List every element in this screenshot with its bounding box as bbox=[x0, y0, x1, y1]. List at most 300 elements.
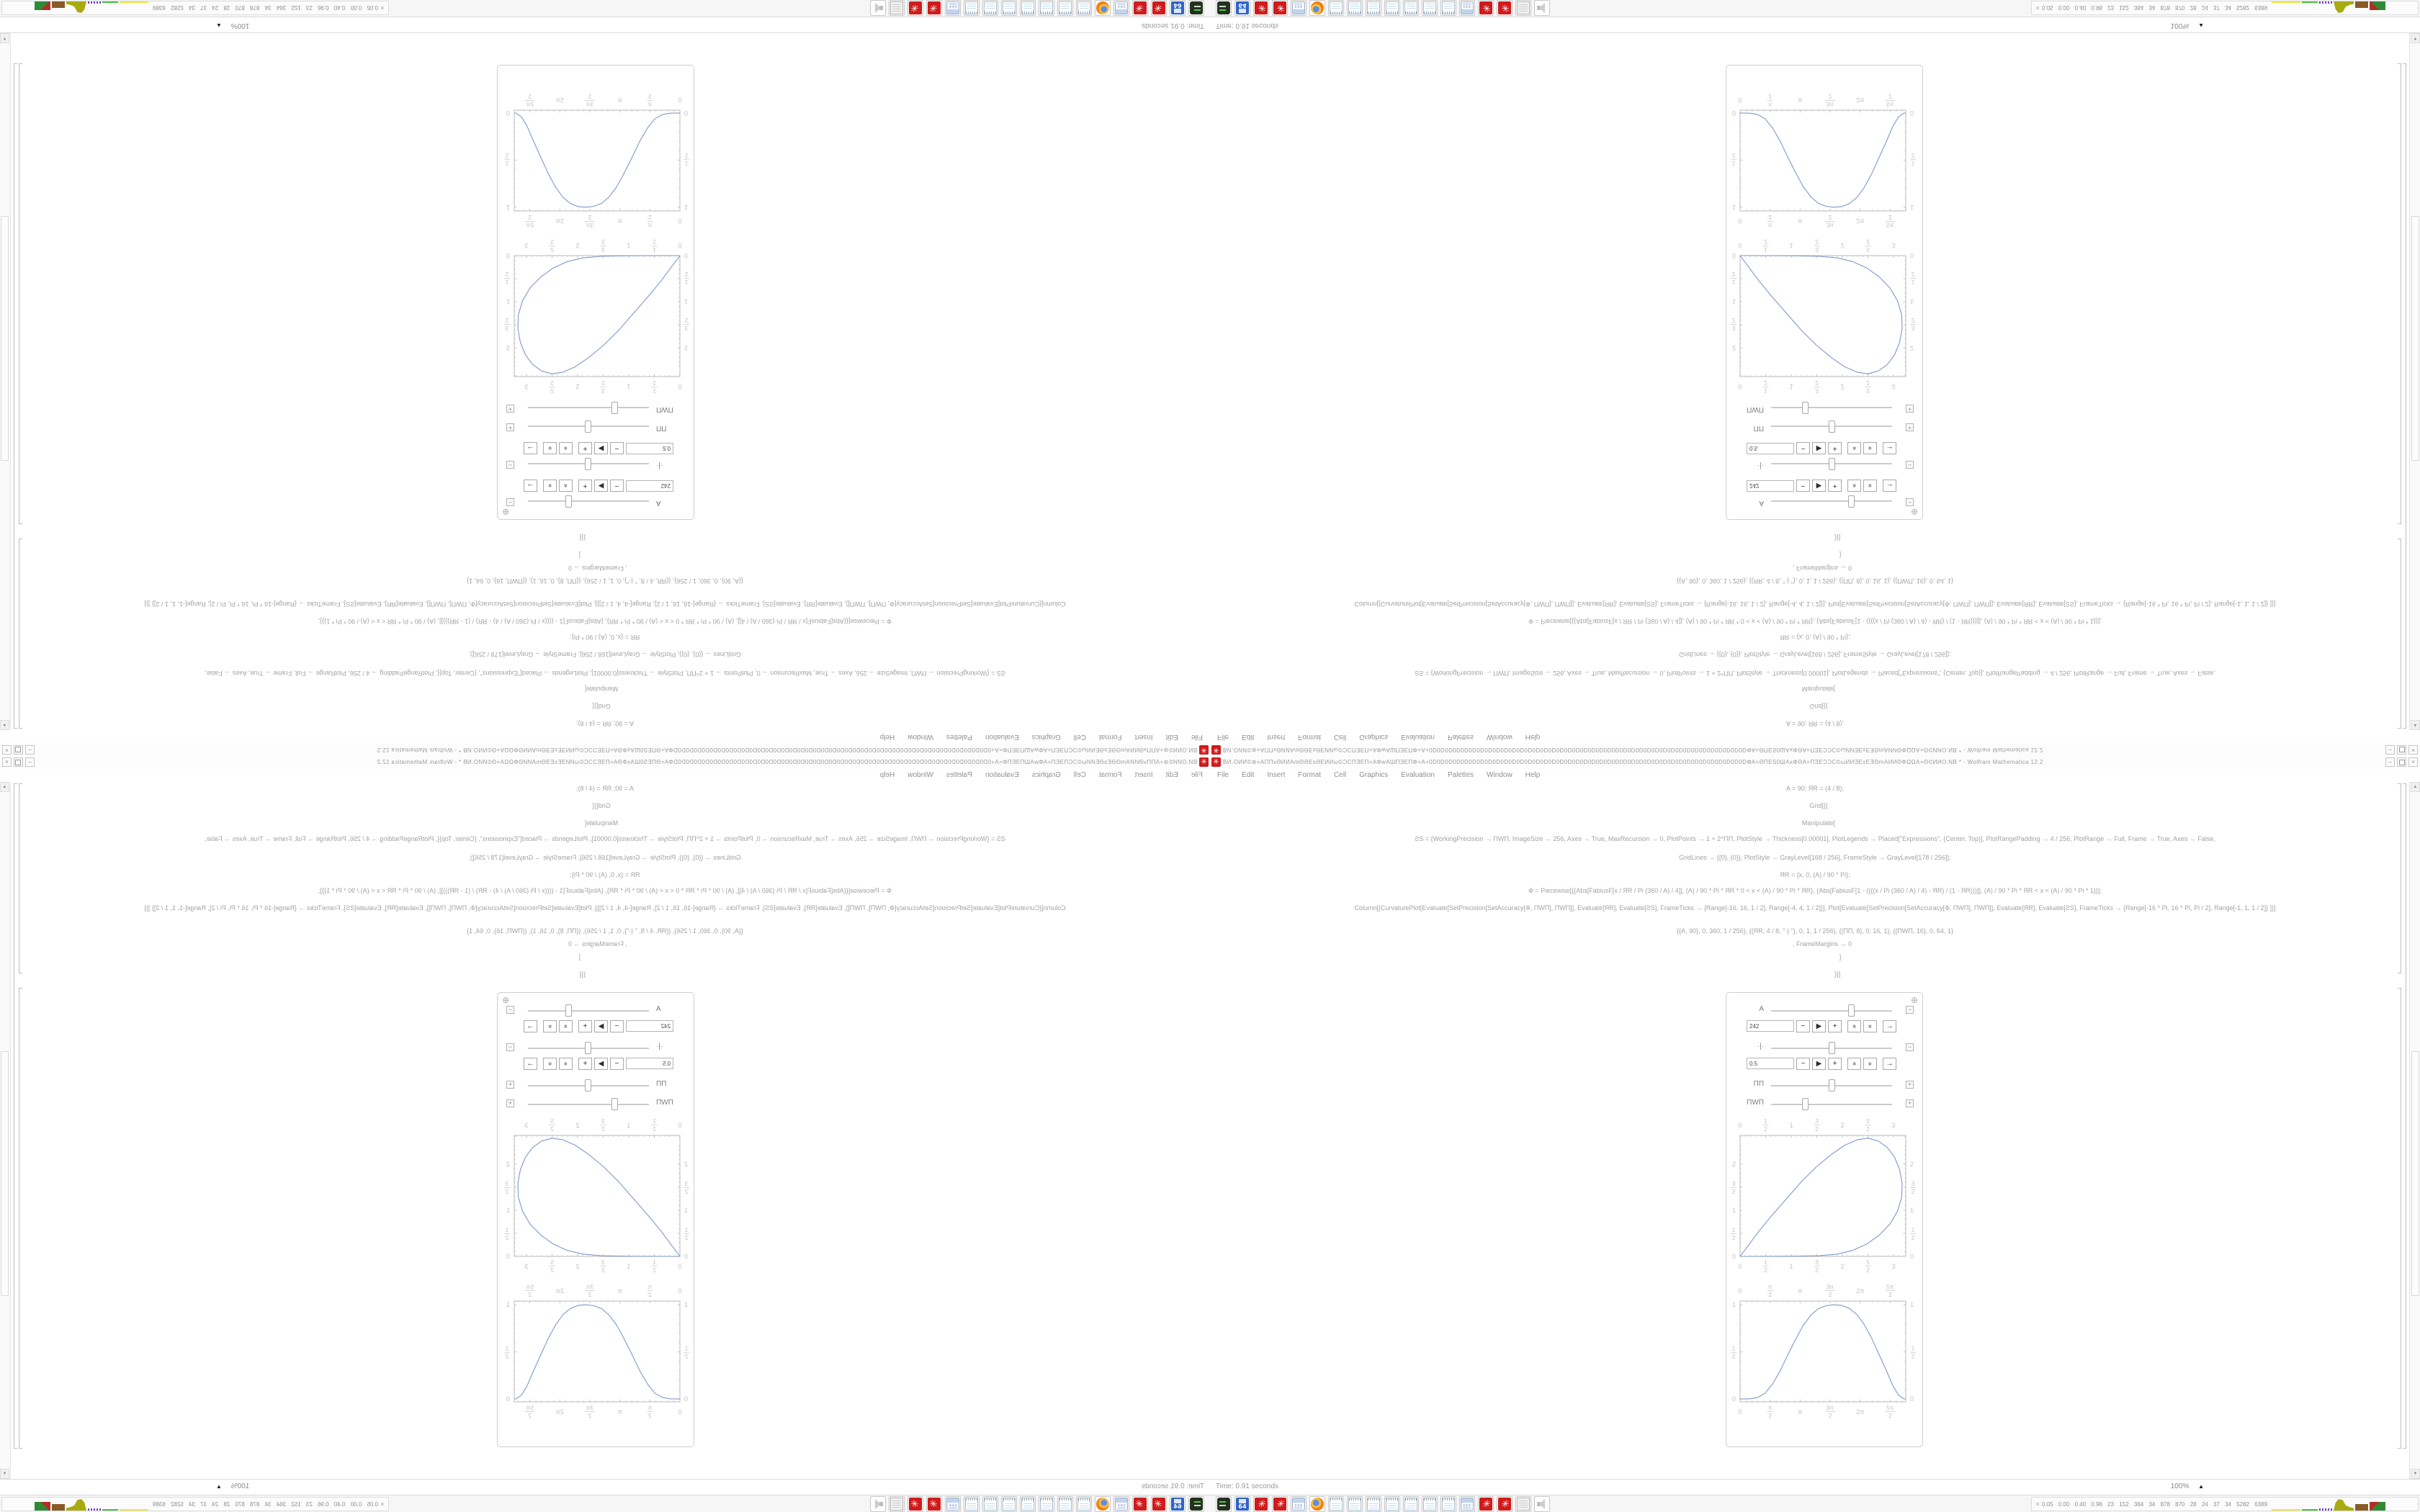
menu-cell[interactable]: Cell bbox=[1073, 771, 1086, 779]
menu-edit[interactable]: Edit bbox=[1242, 771, 1255, 779]
slider[interactable] bbox=[1771, 1048, 1892, 1049]
direction-button[interactable]: → bbox=[1883, 1058, 1896, 1070]
increment-button[interactable]: + bbox=[1828, 1020, 1842, 1032]
direction-button[interactable]: → bbox=[524, 1058, 537, 1070]
slider[interactable] bbox=[528, 500, 649, 502]
cell-bracket-input[interactable] bbox=[19, 539, 22, 729]
control-toggle[interactable]: + bbox=[1906, 1099, 1914, 1107]
mathematica-red-taskbar-button[interactable] bbox=[1272, 1496, 1288, 1512]
svg-text:1: 1 bbox=[506, 1301, 510, 1309]
menu-graphics[interactable]: Graphics bbox=[1359, 771, 1389, 779]
menu-help[interactable]: Help bbox=[879, 733, 895, 741]
notepad-icon bbox=[1077, 1, 1090, 14]
notepad-taskbar-button[interactable] bbox=[1328, 1496, 1344, 1512]
menu-palettes[interactable]: Palettes bbox=[946, 771, 972, 779]
slider[interactable] bbox=[1771, 426, 1892, 427]
play-button[interactable]: ▶ bbox=[594, 442, 608, 454]
menu-graphics[interactable]: Graphics bbox=[1359, 733, 1389, 741]
cell-bracket-output[interactable] bbox=[2398, 63, 2401, 524]
slider[interactable] bbox=[1771, 1104, 1892, 1105]
menu-edit[interactable]: Edit bbox=[1165, 771, 1178, 779]
notepad-taskbar-button[interactable] bbox=[1001, 1496, 1017, 1512]
notepad-taskbar-button[interactable] bbox=[1057, 0, 1073, 16]
vertical-scrollbar[interactable] bbox=[2409, 782, 2420, 1479]
slider[interactable] bbox=[528, 1048, 649, 1049]
mathematica-red-taskbar-button[interactable] bbox=[1132, 0, 1148, 16]
restore-button[interactable] bbox=[2397, 757, 2406, 767]
decrement-button[interactable]: − bbox=[610, 480, 624, 492]
manipulate-options-icon[interactable]: ⊕ bbox=[502, 995, 510, 1005]
scrollbar-thumb[interactable] bbox=[1, 216, 9, 461]
direction-button[interactable]: → bbox=[524, 1020, 537, 1032]
scrollbar-thumb[interactable] bbox=[1, 1051, 9, 1296]
restore-button[interactable] bbox=[14, 745, 23, 755]
svg-text:π: π bbox=[1767, 1404, 1773, 1411]
direction-button[interactable]: → bbox=[1883, 480, 1896, 492]
slider[interactable] bbox=[528, 463, 649, 464]
floppy-64-taskbar-button[interactable] bbox=[1170, 0, 1186, 16]
slider-thumb[interactable] bbox=[565, 495, 572, 508]
decrement-button[interactable]: − bbox=[1796, 480, 1810, 492]
decrement-button[interactable]: − bbox=[1796, 442, 1810, 454]
menu-window[interactable]: Window bbox=[1487, 771, 1512, 779]
menu-insert[interactable]: Insert bbox=[1267, 733, 1286, 741]
menu-evaluation[interactable]: Evaluation bbox=[1401, 733, 1435, 741]
notepad-taskbar-button[interactable] bbox=[1039, 0, 1054, 16]
control-toggle[interactable]: − bbox=[1906, 498, 1914, 506]
magnification-control[interactable] bbox=[216, 1482, 249, 1490]
notepad-taskbar-button[interactable] bbox=[1076, 1496, 1092, 1512]
mathematica-red-taskbar-button[interactable] bbox=[1272, 0, 1288, 16]
speed-down-button[interactable] bbox=[543, 480, 557, 492]
notepad-taskbar-button[interactable] bbox=[1422, 1496, 1438, 1512]
slider[interactable] bbox=[528, 1010, 649, 1012]
calculator-icon bbox=[1115, 1, 1128, 14]
notepad-taskbar-button[interactable] bbox=[1076, 0, 1092, 16]
menu-palettes[interactable]: Palettes bbox=[1448, 733, 1474, 741]
value-input[interactable]: 242 bbox=[1747, 480, 1794, 492]
svg-text:5: 5 bbox=[1866, 1259, 1870, 1266]
value-input[interactable]: 242 bbox=[1747, 1020, 1794, 1032]
notepad-icon bbox=[1059, 1, 1072, 14]
slider[interactable] bbox=[1771, 407, 1892, 408]
manipulate-options-icon[interactable]: ⊕ bbox=[502, 507, 510, 517]
terminal-taskbar-button[interactable] bbox=[1216, 1496, 1232, 1512]
menu-edit[interactable]: Edit bbox=[1165, 733, 1178, 741]
slider-thumb[interactable] bbox=[1848, 495, 1855, 508]
slider[interactable] bbox=[528, 1104, 649, 1105]
scroll-down-button[interactable]: ▼ bbox=[2411, 1469, 2420, 1479]
menu-cell[interactable]: Cell bbox=[1073, 733, 1086, 741]
minimize-button[interactable]: – bbox=[25, 745, 35, 755]
mathematica-red-taskbar-button[interactable] bbox=[908, 0, 923, 16]
menu-file[interactable]: File bbox=[1191, 771, 1203, 779]
mathematica-red-taskbar-button[interactable] bbox=[1497, 1496, 1512, 1512]
scroll-up-button[interactable]: ▲ bbox=[0, 782, 9, 792]
play-button[interactable]: ▶ bbox=[1812, 442, 1826, 454]
increment-button[interactable]: + bbox=[578, 1020, 592, 1032]
notepad-taskbar-button[interactable] bbox=[1422, 0, 1438, 16]
magnification-control[interactable] bbox=[216, 22, 249, 30]
taskbar-app-buttons bbox=[1216, 1496, 1553, 1512]
notepad-taskbar-button[interactable] bbox=[982, 0, 998, 16]
scroll-up-button[interactable]: ▲ bbox=[2411, 720, 2420, 730]
increment-button[interactable]: + bbox=[578, 1058, 592, 1070]
script-taskbar-button[interactable] bbox=[889, 1496, 905, 1512]
slider-thumb[interactable] bbox=[1829, 1042, 1835, 1054]
code-line: ЯR = {x, 0, (A) / 90 * Pi}; bbox=[570, 634, 640, 641]
cell-bracket-output[interactable] bbox=[2398, 988, 2401, 1449]
scroll-up-button[interactable]: ▲ bbox=[0, 720, 9, 730]
direction-button[interactable]: → bbox=[524, 480, 537, 492]
mathematica-red-icon bbox=[928, 1, 941, 14]
menu-insert[interactable]: Insert bbox=[1134, 771, 1153, 779]
play-button[interactable]: ▶ bbox=[1812, 1020, 1826, 1032]
menu-help[interactable]: Help bbox=[1525, 733, 1541, 741]
slider-thumb[interactable] bbox=[1848, 1004, 1855, 1017]
slider-thumb[interactable] bbox=[565, 1004, 572, 1017]
menu-file[interactable]: File bbox=[1217, 733, 1229, 741]
tray-collapse-icon[interactable]: » bbox=[379, 6, 387, 10]
terminal-taskbar-button[interactable] bbox=[1188, 1496, 1204, 1512]
speed-up-button[interactable] bbox=[559, 442, 573, 454]
value-input[interactable]: 242 bbox=[626, 1020, 673, 1032]
tray-collapse-icon[interactable]: » bbox=[2033, 1502, 2041, 1506]
notepad-taskbar-button[interactable] bbox=[1366, 1496, 1381, 1512]
cell-bracket-output[interactable] bbox=[19, 988, 22, 1449]
menu-help[interactable]: Help bbox=[1525, 771, 1541, 779]
floppy-64-taskbar-button[interactable] bbox=[1170, 1496, 1186, 1512]
calculator-taskbar-button[interactable] bbox=[1459, 0, 1475, 16]
mathematica-red-taskbar-button[interactable] bbox=[1151, 0, 1167, 16]
calculator-taskbar-button[interactable] bbox=[945, 1496, 961, 1512]
muted-speaker-taskbar-button[interactable] bbox=[1534, 0, 1550, 16]
direction-button[interactable]: → bbox=[524, 442, 537, 454]
menu-evaluation[interactable]: Evaluation bbox=[985, 733, 1019, 741]
slider-thumb[interactable] bbox=[1802, 1098, 1809, 1110]
slider[interactable] bbox=[1771, 500, 1892, 502]
notepad-taskbar-button[interactable] bbox=[1001, 0, 1017, 16]
manipulate-options-icon[interactable]: ⊕ bbox=[1910, 507, 1918, 517]
tray-collapse-icon[interactable]: » bbox=[379, 1502, 387, 1506]
slider-thumb[interactable] bbox=[586, 420, 592, 433]
speed-down-button[interactable] bbox=[1863, 480, 1877, 492]
minimize-button[interactable]: – bbox=[2385, 745, 2395, 755]
control-toggle[interactable]: + bbox=[506, 405, 514, 413]
menu-graphics[interactable]: Graphics bbox=[1031, 733, 1061, 741]
mathematica-red-taskbar-button[interactable] bbox=[926, 0, 942, 16]
menu-evaluation[interactable]: Evaluation bbox=[985, 771, 1019, 779]
calculator-taskbar-button[interactable] bbox=[1459, 1496, 1475, 1512]
play-button[interactable]: ▶ bbox=[1812, 1058, 1826, 1070]
minimize-button[interactable]: – bbox=[25, 757, 35, 767]
menu-graphics[interactable]: Graphics bbox=[1031, 771, 1061, 779]
speed-up-button[interactable] bbox=[1847, 480, 1861, 492]
notepad-taskbar-button[interactable] bbox=[964, 1496, 980, 1512]
control-toggle[interactable]: − bbox=[1906, 1043, 1914, 1051]
value-input[interactable]: 242 bbox=[626, 480, 673, 492]
notepad-taskbar-button[interactable] bbox=[1440, 1496, 1456, 1512]
cell-bracket-group[interactable] bbox=[2403, 63, 2406, 729]
notepad-taskbar-button[interactable] bbox=[1020, 1496, 1036, 1512]
calculator-icon bbox=[1461, 1498, 1474, 1511]
notepad-taskbar-button[interactable] bbox=[1403, 1496, 1419, 1512]
speed-down-button[interactable] bbox=[543, 442, 557, 454]
value-input[interactable]: 0.5 bbox=[626, 443, 673, 454]
menu-help[interactable]: Help bbox=[879, 771, 895, 779]
magnification-control[interactable] bbox=[2171, 22, 2204, 30]
notepad-icon bbox=[1077, 1498, 1090, 1511]
disk-graph bbox=[2355, 1, 2368, 8]
calculator-taskbar-button[interactable] bbox=[945, 0, 961, 16]
control-toggle[interactable]: + bbox=[1906, 405, 1914, 413]
mathematica-red-taskbar-button[interactable] bbox=[908, 1496, 923, 1512]
decrement-button[interactable]: − bbox=[610, 442, 624, 454]
close-button[interactable]: × bbox=[2408, 745, 2418, 755]
notepad-taskbar-button[interactable] bbox=[1440, 0, 1456, 16]
control-row bbox=[1735, 495, 1914, 508]
firefox-taskbar-button[interactable] bbox=[1095, 1496, 1111, 1512]
code-line: }}] bbox=[1834, 971, 1841, 978]
slider[interactable] bbox=[1771, 1010, 1892, 1012]
svg-text:2: 2 bbox=[1828, 93, 1832, 100]
svg-text:2π: 2π bbox=[555, 217, 564, 225]
mathematica-red-taskbar-button[interactable] bbox=[926, 1496, 942, 1512]
vertical-scrollbar[interactable] bbox=[0, 782, 11, 1479]
control-toggle[interactable]: + bbox=[1906, 423, 1914, 431]
mathematica-red-icon bbox=[928, 1498, 941, 1511]
slider-thumb[interactable] bbox=[1829, 458, 1835, 470]
mathematica-red-taskbar-button[interactable] bbox=[1478, 0, 1494, 16]
control-toggle[interactable]: + bbox=[506, 1099, 514, 1107]
mathematica-red-taskbar-button[interactable] bbox=[1253, 1496, 1269, 1512]
calculator-taskbar-button[interactable] bbox=[1291, 1496, 1307, 1512]
notepad-taskbar-button[interactable] bbox=[1020, 0, 1036, 16]
cell-bracket-group[interactable] bbox=[2403, 783, 2406, 1449]
notepad-taskbar-button[interactable] bbox=[1039, 1496, 1054, 1512]
terminal-taskbar-button[interactable] bbox=[1188, 0, 1204, 16]
scrollbar-thumb[interactable] bbox=[2411, 216, 2419, 461]
control-toggle[interactable]: − bbox=[506, 461, 514, 469]
cell-bracket-input[interactable] bbox=[19, 783, 22, 973]
calculator-taskbar-button[interactable] bbox=[1113, 1496, 1129, 1512]
menu-cell[interactable]: Cell bbox=[1334, 771, 1347, 779]
speed-up-button[interactable] bbox=[559, 480, 573, 492]
increment-button[interactable]: + bbox=[1828, 480, 1842, 492]
value-input[interactable]: 0.5 bbox=[1747, 1058, 1794, 1069]
minimize-button[interactable]: – bbox=[2385, 757, 2395, 767]
decrement-button[interactable]: − bbox=[610, 1020, 624, 1032]
control-row bbox=[1735, 1098, 1914, 1111]
direction-button[interactable]: → bbox=[1883, 1020, 1896, 1032]
menu-format[interactable]: Format bbox=[1298, 771, 1322, 779]
speed-down-button[interactable] bbox=[543, 1058, 557, 1070]
firefox-taskbar-button[interactable] bbox=[1309, 0, 1325, 16]
slider-thumb[interactable] bbox=[586, 1079, 592, 1092]
menu-file[interactable]: File bbox=[1217, 771, 1229, 779]
menu-edit[interactable]: Edit bbox=[1242, 733, 1255, 741]
direction-button[interactable]: → bbox=[1883, 442, 1896, 454]
control-toggle[interactable]: + bbox=[1906, 1081, 1914, 1089]
cell-bracket-group[interactable] bbox=[14, 63, 17, 729]
mathematica-red-taskbar-button[interactable] bbox=[1497, 0, 1512, 16]
code-line: Ф = Piecewise[{{Abs[FabiusF[x / ЯR / Pi (360 / A) / 4]], (A) / 90 * Pi * ЯR * 0 < x < (A) / 90 * Pi * ЯR}, {Abs[FabiusF[1 - ((((x / Pi (360 / A) / 4) - ЯR) / (1 - ЯR)))]], (A) / 90 * Pi * ЯR < x < (A) / 90 * Pi * 1}}]; bbox=[1528, 618, 2102, 625]
menu-format[interactable]: Format bbox=[1098, 771, 1122, 779]
cell-bracket-output[interactable] bbox=[19, 63, 22, 524]
increment-button[interactable]: + bbox=[1828, 1058, 1842, 1070]
control-toggle[interactable]: + bbox=[506, 423, 514, 431]
calculator-taskbar-button[interactable] bbox=[1291, 0, 1307, 16]
menu-insert[interactable]: Insert bbox=[1267, 771, 1286, 779]
slider[interactable] bbox=[528, 426, 649, 427]
vertical-scrollbar[interactable] bbox=[2409, 33, 2420, 730]
speed-up-button[interactable] bbox=[559, 1020, 573, 1032]
value-input[interactable]: 0.5 bbox=[1747, 443, 1794, 454]
control-row bbox=[506, 495, 685, 508]
slider-thumb[interactable] bbox=[1829, 1079, 1835, 1092]
slider-thumb[interactable] bbox=[586, 1042, 592, 1054]
calculator-taskbar-button[interactable] bbox=[1113, 0, 1129, 16]
menu-file[interactable]: File bbox=[1191, 733, 1203, 741]
menu-palettes[interactable]: Palettes bbox=[1448, 771, 1474, 779]
script-taskbar-button[interactable] bbox=[889, 0, 905, 16]
speed-down-button[interactable] bbox=[543, 1020, 557, 1032]
menu-window[interactable]: Window bbox=[908, 771, 933, 779]
decrement-button[interactable]: − bbox=[1796, 1058, 1810, 1070]
code-line: , FrameMargins → 0 bbox=[1792, 564, 1852, 572]
control-toggle[interactable]: − bbox=[506, 1043, 514, 1051]
control-toggle[interactable]: + bbox=[506, 1081, 514, 1089]
mathematica-red-taskbar-button[interactable] bbox=[1132, 1496, 1148, 1512]
muted-speaker-taskbar-button[interactable] bbox=[870, 1496, 886, 1512]
svg-text:2π: 2π bbox=[555, 1287, 564, 1295]
play-button[interactable]: ▶ bbox=[594, 480, 608, 492]
vertical-scrollbar[interactable] bbox=[0, 33, 11, 730]
scrollbar-thumb[interactable] bbox=[2411, 1051, 2419, 1296]
notepad-taskbar-button[interactable] bbox=[964, 0, 980, 16]
scroll-down-button[interactable]: ▼ bbox=[0, 33, 9, 43]
control-toggle[interactable]: − bbox=[1906, 1006, 1914, 1014]
decrement-button[interactable]: − bbox=[1796, 1020, 1810, 1032]
mathematica-red-taskbar-button[interactable] bbox=[1253, 0, 1269, 16]
menu-format[interactable]: Format bbox=[1098, 733, 1122, 741]
notepad-taskbar-button[interactable] bbox=[1384, 0, 1400, 16]
window-titlebar[interactable] bbox=[0, 756, 1210, 768]
play-button[interactable]: ▶ bbox=[594, 1058, 608, 1070]
notepad-taskbar-button[interactable] bbox=[1057, 1496, 1073, 1512]
script-taskbar-button[interactable] bbox=[1515, 0, 1531, 16]
play-button[interactable]: ▶ bbox=[594, 1020, 608, 1032]
mathematica-red-taskbar-button[interactable] bbox=[1151, 1496, 1167, 1512]
restore-button[interactable] bbox=[2397, 745, 2406, 755]
menu-format[interactable]: Format bbox=[1298, 733, 1322, 741]
slider-thumb[interactable] bbox=[611, 1098, 618, 1110]
restore-button[interactable] bbox=[14, 757, 23, 767]
slider-thumb[interactable] bbox=[1829, 420, 1835, 433]
menu-evaluation[interactable]: Evaluation bbox=[1401, 771, 1435, 779]
notepad-icon bbox=[1348, 1498, 1361, 1511]
slider[interactable] bbox=[1771, 1085, 1892, 1086]
speed-down-button[interactable] bbox=[1863, 442, 1877, 454]
control-toggle[interactable]: − bbox=[506, 498, 514, 506]
window-titlebar[interactable] bbox=[0, 744, 1210, 756]
window-titlebar[interactable] bbox=[1210, 756, 2420, 768]
cell-bracket-group[interactable] bbox=[14, 783, 17, 1449]
notepad-taskbar-button[interactable] bbox=[1328, 0, 1344, 16]
system-tray bbox=[1, 1, 389, 15]
scroll-down-button[interactable]: ▼ bbox=[2411, 33, 2420, 43]
muted-speaker-taskbar-button[interactable] bbox=[1534, 1496, 1550, 1512]
firefox-taskbar-button[interactable] bbox=[1095, 0, 1111, 16]
close-button[interactable]: × bbox=[2408, 757, 2418, 767]
increment-button[interactable]: + bbox=[578, 480, 592, 492]
control-toggle[interactable]: − bbox=[506, 1006, 514, 1014]
svg-text:1: 1 bbox=[1731, 279, 1736, 287]
script-taskbar-button[interactable] bbox=[1515, 1496, 1531, 1512]
floppy-64-taskbar-button[interactable] bbox=[1234, 0, 1250, 16]
play-button[interactable]: ▶ bbox=[1812, 480, 1826, 492]
menu-window[interactable]: Window bbox=[1487, 733, 1512, 741]
notepad-taskbar-button[interactable] bbox=[982, 1496, 998, 1512]
window-titlebar[interactable] bbox=[1210, 744, 2420, 756]
notepad-taskbar-button[interactable] bbox=[1366, 0, 1381, 16]
speed-down-button[interactable] bbox=[1863, 1058, 1877, 1070]
slider-thumb[interactable] bbox=[611, 402, 618, 414]
firefox-icon bbox=[1311, 1498, 1324, 1511]
menu-palettes[interactable]: Palettes bbox=[946, 733, 972, 741]
speed-up-button[interactable] bbox=[1847, 1020, 1861, 1032]
increment-button[interactable]: + bbox=[1828, 442, 1842, 454]
scroll-down-button[interactable]: ▼ bbox=[0, 1469, 9, 1479]
menu-cell[interactable]: Cell bbox=[1334, 733, 1347, 741]
notepad-taskbar-button[interactable] bbox=[1347, 0, 1363, 16]
muted-speaker-icon bbox=[871, 1, 884, 14]
decrement-button[interactable]: − bbox=[610, 1058, 624, 1070]
floppy-64-taskbar-button[interactable] bbox=[1234, 1496, 1250, 1512]
speed-up-button[interactable] bbox=[1847, 1058, 1861, 1070]
increment-button[interactable]: + bbox=[578, 442, 592, 454]
slider[interactable] bbox=[528, 1085, 649, 1086]
tray-collapse-icon[interactable]: » bbox=[2033, 6, 2041, 10]
close-button[interactable]: × bbox=[2, 745, 12, 755]
manipulate-options-icon[interactable]: ⊕ bbox=[1910, 995, 1918, 1005]
scroll-up-button[interactable]: ▲ bbox=[2411, 782, 2420, 792]
cell-bracket-input[interactable] bbox=[2398, 783, 2401, 973]
slider[interactable] bbox=[1771, 463, 1892, 464]
cell-bracket-input[interactable] bbox=[2398, 539, 2401, 729]
slider[interactable] bbox=[528, 407, 649, 408]
muted-speaker-taskbar-button[interactable] bbox=[870, 0, 886, 16]
close-button[interactable]: × bbox=[2, 757, 12, 767]
svg-text:2: 2 bbox=[1731, 1352, 1736, 1360]
notepad-taskbar-button[interactable] bbox=[1384, 1496, 1400, 1512]
speed-up-button[interactable] bbox=[1847, 442, 1861, 454]
slider-thumb[interactable] bbox=[1802, 402, 1809, 414]
speed-down-button[interactable] bbox=[1863, 1020, 1877, 1032]
control-toggle[interactable]: − bbox=[1906, 461, 1914, 469]
mathematica-red-taskbar-button[interactable] bbox=[1478, 1496, 1494, 1512]
firefox-taskbar-button[interactable] bbox=[1309, 1496, 1325, 1512]
magnification-control[interactable] bbox=[2171, 1482, 2204, 1490]
menu-insert[interactable]: Insert bbox=[1134, 733, 1153, 741]
slider-thumb[interactable] bbox=[586, 458, 592, 470]
value-input[interactable]: 0.5 bbox=[626, 1058, 673, 1069]
menu-window[interactable]: Window bbox=[908, 733, 933, 741]
notepad-taskbar-button[interactable] bbox=[1347, 1496, 1363, 1512]
speed-up-button[interactable] bbox=[559, 1058, 573, 1070]
notepad-taskbar-button[interactable] bbox=[1403, 0, 1419, 16]
terminal-taskbar-button[interactable] bbox=[1216, 0, 1232, 16]
